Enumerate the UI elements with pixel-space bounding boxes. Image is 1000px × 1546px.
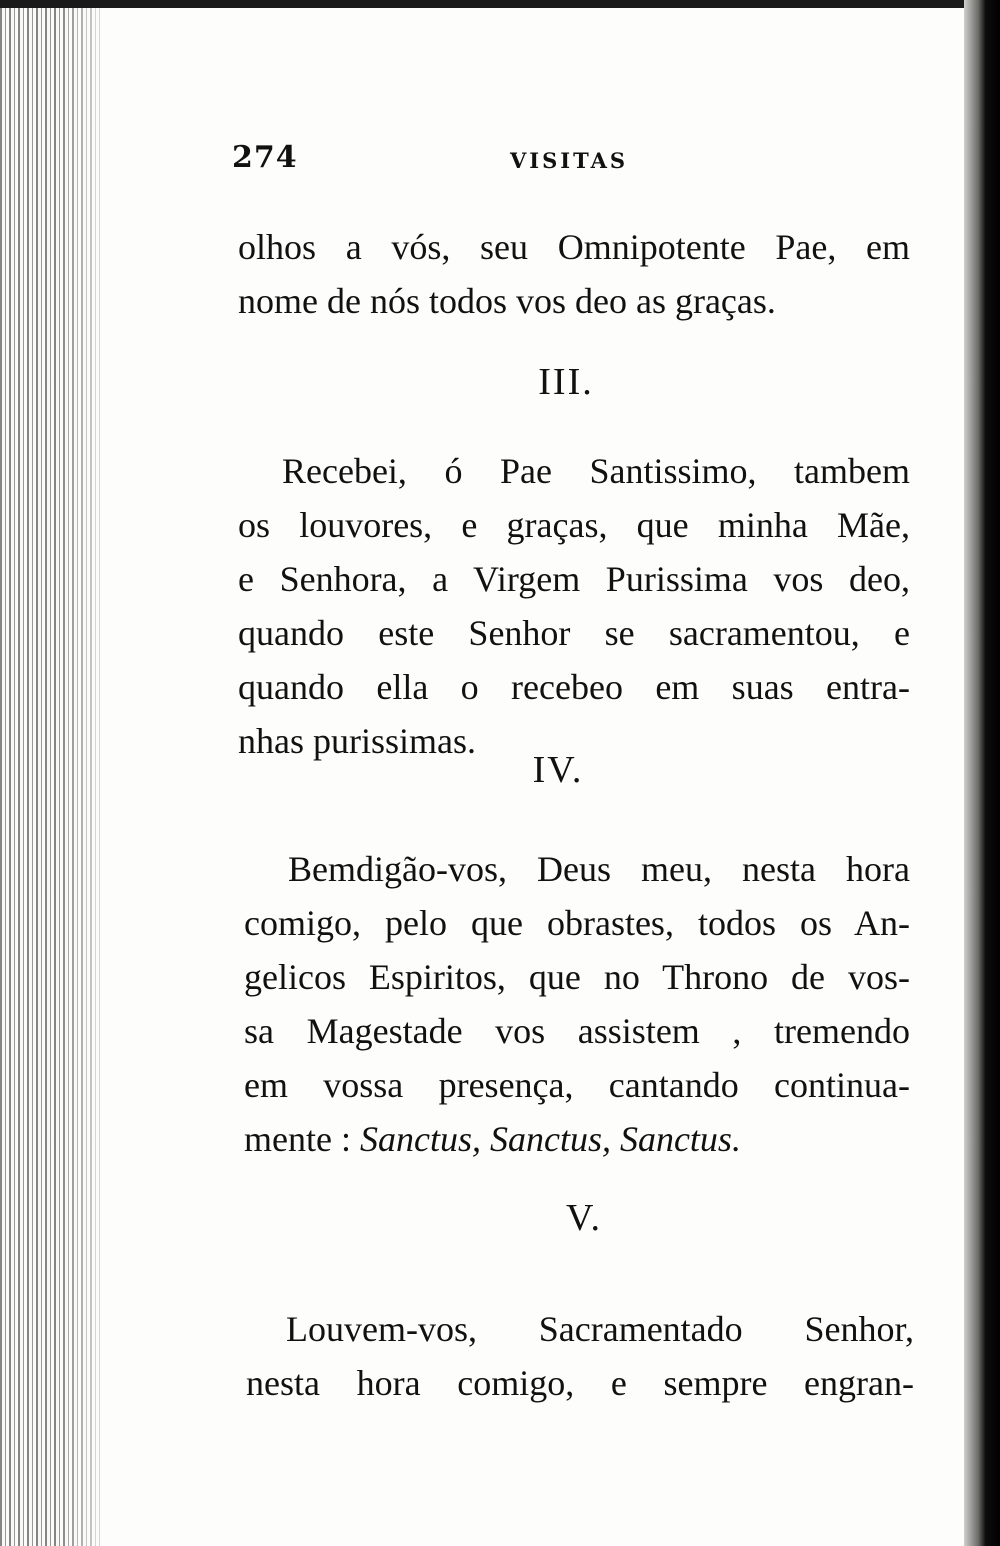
text-line: Recebei, ó Pae Santissimo, tambem <box>282 451 910 491</box>
text-line: os louvores, e graças, que minha Mãe, <box>238 505 910 545</box>
page-top-edge <box>0 0 1000 8</box>
text-line: quando este Senhor se sacramentou, e <box>238 613 910 653</box>
paragraph-iii <box>238 444 910 768</box>
running-head <box>232 140 932 180</box>
text-line: em vossa presença, cantando continua- <box>244 1065 910 1105</box>
page-number: 274 <box>232 140 298 175</box>
text-line: sa Magestade vos assistem , tremendo <box>244 1011 910 1051</box>
sanctus-phrase: Sanctus, Sanctus, Sanctus. <box>359 1119 741 1159</box>
paragraph-iv <box>244 842 910 1166</box>
paragraph-v <box>246 1302 914 1410</box>
page-right-edge <box>964 0 1000 1546</box>
gutter-shadow <box>60 0 120 1546</box>
section-heading-iv: IV. <box>532 749 584 791</box>
text-line: gelicos Espiritos, que no Throno de vos- <box>244 957 910 997</box>
section-heading-v: V. <box>565 1197 603 1239</box>
text-line-final <box>244 1112 910 1166</box>
paragraph-continuation <box>238 220 910 328</box>
text-line: nesta hora comigo, e sempre engran- <box>246 1363 914 1403</box>
running-head-title: VISITAS <box>510 148 629 173</box>
section-heading-iii: III. <box>538 361 594 403</box>
text-line-prefix: mente : <box>244 1119 360 1159</box>
text-line: nome de nós todos vos deo as graças. <box>238 281 776 321</box>
text-line: e Senhora, a Virgem Purissima vos deo, <box>238 559 910 599</box>
text-line: Louvem-vos, Sacramentado Senhor, <box>286 1309 914 1349</box>
text-line: Bemdigão-vos, Deus meu, nesta hora <box>288 849 910 889</box>
text-line: olhos a vós, seu Omnipotente Pae, em <box>238 227 910 267</box>
text-line: nhas purissimas. <box>238 721 476 761</box>
text-line: quando ella o recebeo em suas entra- <box>238 667 910 707</box>
text-line: comigo, pelo que obrastes, todos os An- <box>244 903 910 943</box>
